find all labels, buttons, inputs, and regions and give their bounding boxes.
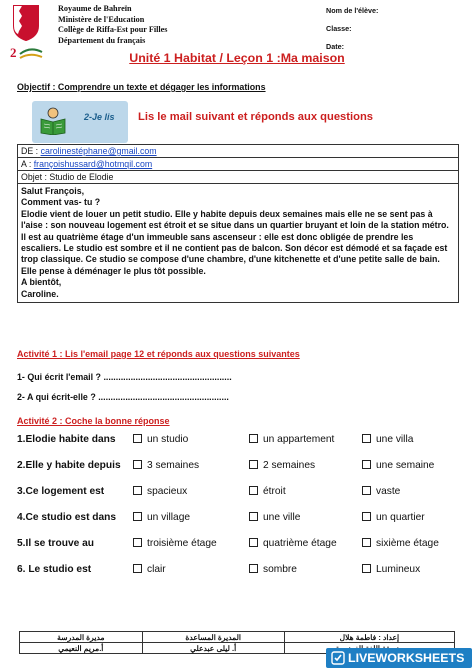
mcq-row [17,486,459,504]
activity-1-title: Activité 1 : Lis l'email page 12 et réponds aux questions suivantes [17,349,300,359]
mcq-option[interactable]: une ville [249,512,300,523]
mcq-option[interactable]: une villa [362,434,413,445]
checkbox-icon[interactable] [249,512,258,521]
svg-text:2: 2 [10,45,17,60]
class-label: Classe: [326,24,352,34]
email-from-row [18,145,459,158]
checkbox-icon[interactable] [362,486,371,495]
mcq-stem: 3.Ce logement est [17,486,105,497]
footer-cell: إعداد : فاطمة هلال [284,632,454,643]
date-label: Date: [326,42,344,52]
checkbox-icon[interactable] [249,486,258,495]
mcq-option[interactable]: vaste [362,486,400,497]
checkbox-icon[interactable] [249,538,258,547]
bahrain-emblem-icon [6,2,46,42]
email-signature: Caroline. [21,288,59,299]
mcq-option[interactable]: un appartement [249,434,334,445]
mcq-row [17,538,459,556]
email-line: Elle pense à déménager le plus tôt possible. [21,265,206,276]
question-1[interactable]: 1- Qui écrit l'email ? .................................................... [17,372,232,382]
mcq-option[interactable]: un village [133,512,190,523]
header-line-department: Département du français [58,35,146,45]
checkbox-icon[interactable] [133,434,142,443]
lesson-objective: Objectif : Comprendre un texte et dégager les informations [17,82,266,92]
reading-child-icon [38,107,68,135]
header-line-ministry: Ministère de l'Education [58,14,145,24]
checkbox-icon[interactable] [362,538,371,547]
checkbox-icon[interactable] [362,460,371,469]
mcq-row [17,512,459,530]
checkbox-icon[interactable] [133,486,142,495]
checkbox-icon[interactable] [249,460,258,469]
checkbox-icon[interactable] [133,460,142,469]
footer-cell: مديرة المدرسة [20,632,143,643]
mcq-stem: 1.Elodie habite dans [17,434,116,445]
checkbox-icon[interactable] [249,434,258,443]
footer-cell: أ. ليلى عبدعلي [142,643,284,654]
from-email-link[interactable]: carolinestéphane@gmail.com [40,146,157,156]
checkbox-icon[interactable] [133,564,142,573]
mcq-row [17,564,459,582]
mcq-option[interactable]: 3 semaines [133,460,199,471]
email-line: Comment vas- tu ? [21,197,101,208]
checkbox-icon[interactable] [362,512,371,521]
mcq-option[interactable]: un quartier [362,512,425,523]
mcq-option[interactable]: sixième étage [362,538,439,549]
email-table [17,144,459,303]
mcq-option[interactable]: spacieux [133,486,187,497]
checkbox-icon[interactable] [133,512,142,521]
email-greeting: Salut François, [21,186,85,196]
checkbox-icon[interactable] [362,564,371,573]
school-header [58,4,167,46]
email-body [18,184,459,303]
mcq-option[interactable]: étroit [249,486,286,497]
question-2[interactable]: 2- A qui écrit-elle ? ..................................................... [17,392,229,402]
mcq-option[interactable]: Lumineux [362,564,420,575]
mcq-option[interactable]: une semaine [362,460,434,471]
header-line-college: Collège de Riffa-Est pour Filles [58,25,168,35]
je-lis-label: 2-Je lis [84,112,115,122]
email-paragraph: Il est au quatrième étage d'un immeuble sans ascenseur : elle est donc obligée de prendre les escaliers. Le studio est sombre et il ne contient pas de balcon. Son décor est démodé et sa façade est trop classique. Ce studio se compose d'une chambre, d'une kitchenette et d'une petite salle de bain. [21,231,448,265]
email-closing: A bientôt, [21,277,62,288]
mcq-option[interactable]: 2 semaines [249,460,315,471]
from-label: DE : [21,146,41,156]
footer-cell: المديرة المساعدة [142,632,284,643]
mcq-option[interactable]: un studio [133,434,188,445]
checkbox-icon[interactable] [362,434,371,443]
checkbox-icon[interactable] [249,564,258,573]
mcq-option[interactable]: quatrième étage [249,538,337,549]
mcq-stem: 2.Elle y habite depuis [17,460,121,471]
mcq-option[interactable]: sombre [249,564,297,575]
mcq-row [17,460,459,478]
mcq-row [17,434,459,452]
email-subject: Objet : Studio de Elodie [18,171,459,184]
activity-2-title: Activité 2 : Coche la bonne réponse [17,416,170,426]
mcq-stem: 5.Il se trouve au [17,538,95,549]
reading-instruction: Lis le mail suivant et réponds aux questions [138,111,373,123]
mcq-option[interactable]: troisième étage [133,538,217,549]
email-to-row [18,158,459,171]
header-line-country: Royaume de Bahreïn [58,4,132,13]
mcq-option[interactable]: clair [133,564,166,575]
liveworksheets-icon [331,651,345,665]
mcq-stem: 6. Le studio est [17,564,92,575]
checkbox-icon[interactable] [133,538,142,547]
page-title: Unité 1 Habitat / Leçon 1 :Ma maison [129,51,345,65]
student-name-label: Nom de l'élève: [326,6,379,15]
liveworksheets-logo[interactable]: LIVEWORKSHEETS [326,648,472,668]
to-label: A : [21,159,34,169]
email-paragraph: Elodie vient de louer un petit studio. Elle y habite depuis deux semaines mais elle ne se sent pas à l'aise : son nouveau logement est étroit et se situe dans un quartier bruyant et loin de la station métro. [21,208,449,231]
to-email-link[interactable]: françoishussard@hotmqil.com [33,159,153,169]
mcq-stem: 4.Ce studio est dans [17,512,117,523]
footer-cell: أ.مريم النعيمي [20,643,143,654]
